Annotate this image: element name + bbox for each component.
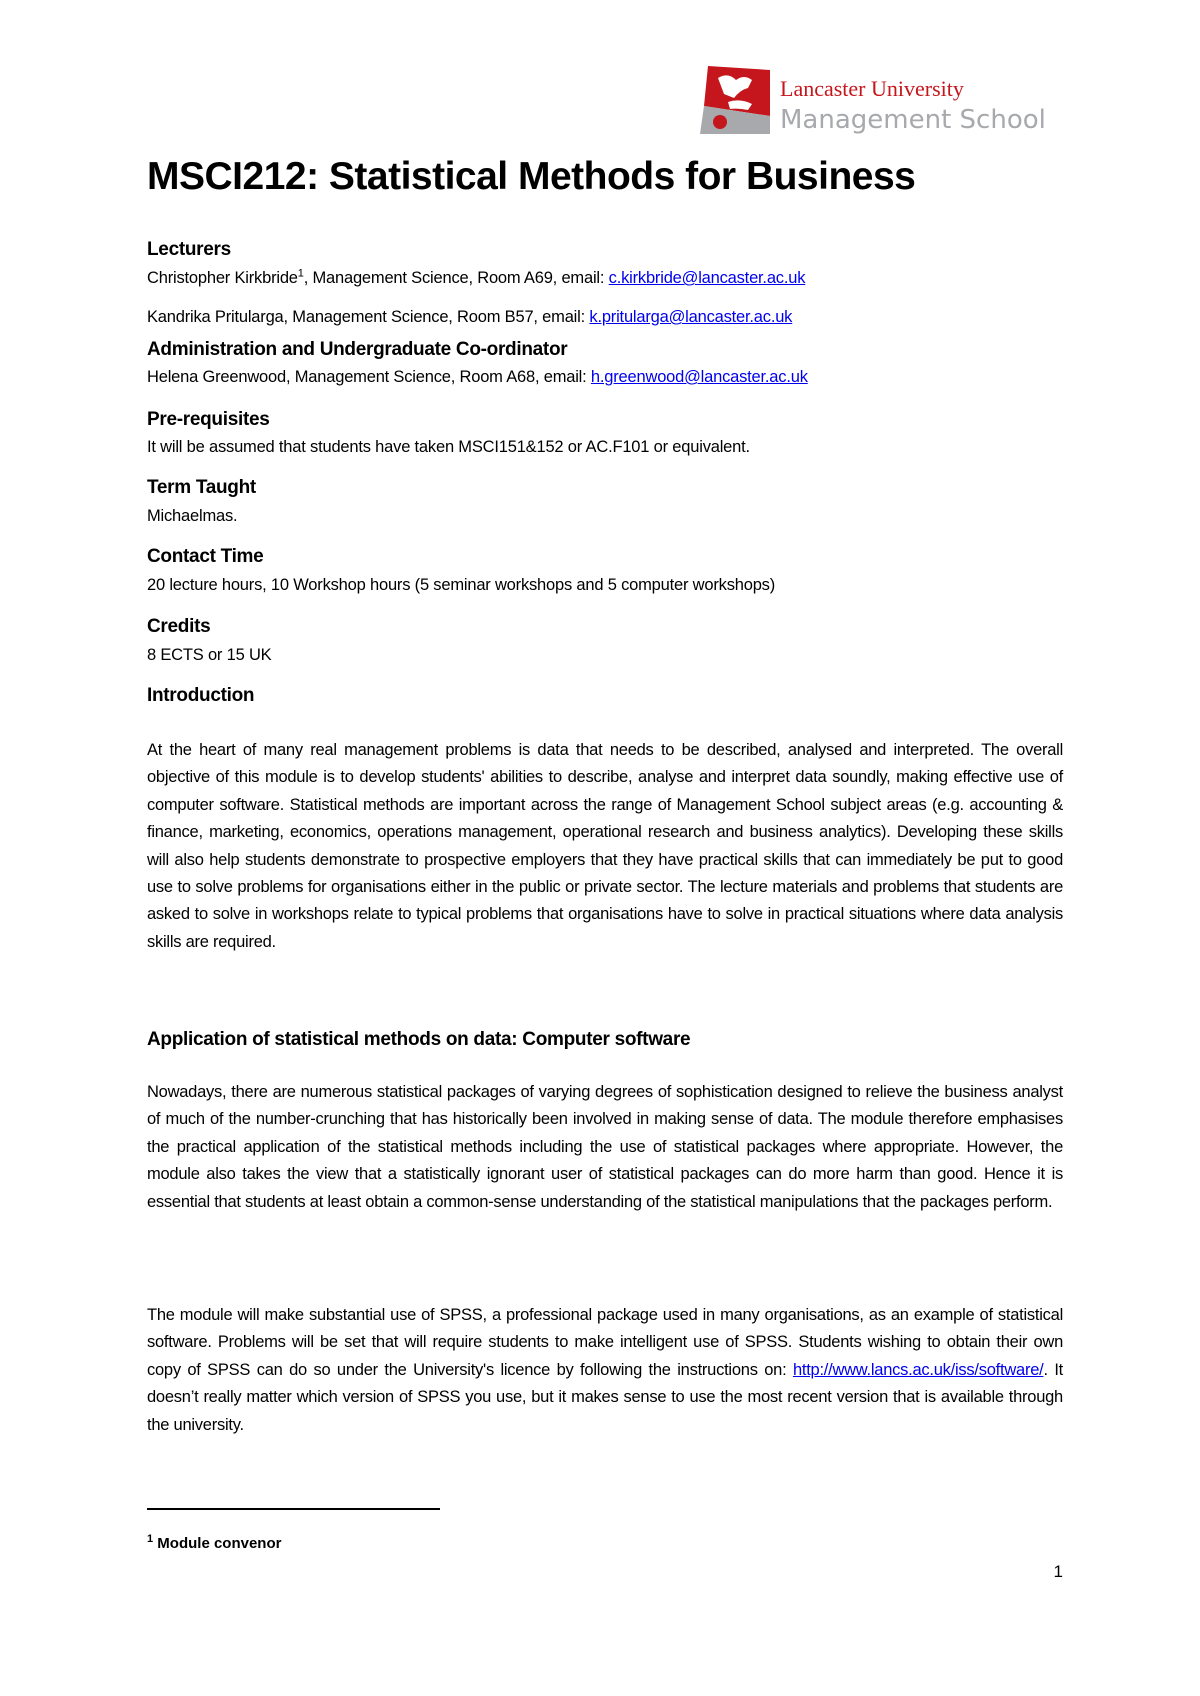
paragraph-text: . It doesn’t really matter which version of SPSS you use, but it makes sense to use the most recent version that is available through the university. [147, 1360, 1063, 1434]
credits-text: 8 ECTS or 15 UK [147, 646, 272, 664]
lecturer-pritularga [147, 304, 1063, 331]
footnote-mark: 1 [147, 1533, 154, 1545]
software-heading: Application of statistical methods on data: Computer software [147, 1029, 691, 1050]
paragraph-text: The module will make substantial use of SPSS, a professional package used in many organisations, as an example of statistical software. Problems will be set that will require students to make intelligent use of SPSS. Students wishing to obtain their own copy of SPSS can do so under the University's licence by following the instructions on: [147, 1306, 1063, 1379]
lecturer-kirkbride [147, 265, 1063, 292]
prereq-text: It will be assumed that students have taken MSCI151&152 or AC.F101 or equivalent. [147, 438, 750, 456]
lecturers-heading: Lecturers [147, 239, 231, 260]
admin-contact [147, 364, 1063, 391]
prereq-heading: Pre-requisites [147, 409, 270, 430]
footnote-separator [147, 1508, 440, 1510]
footnote-ref[interactable]: 1 [297, 267, 304, 280]
credits-heading: Credits [147, 616, 211, 637]
admin-details: Helena Greenwood, Management Science, Room A68, email: [147, 368, 591, 386]
software-paragraph-1: Nowadays, there are numerous statistical packages of varying degrees of sophistication designed to relieve the business analyst of much of the number-crunching that has historically been involved in making sense of data. The module therefore emphasises the practical application of the statistical methods including the use of statistical packages where appropriate. However, the module also takes the view that a statistically ignorant user of statistical packages can do more harm than good. Hence it is essential that students at least obtain a common-sense understanding of the statistical manipulations that the packages perform. [147, 1083, 1063, 1211]
lancaster-crest-icon [698, 66, 1068, 146]
email-link[interactable]: k.pritularga@lancaster.ac.uk [589, 308, 793, 326]
logo-line2: Management School [780, 105, 1046, 135]
lecturer-details: , Management Science, Room B57, email: [283, 308, 590, 326]
university-logo [698, 66, 1068, 146]
page-number: 1 [1053, 1562, 1063, 1581]
page-title: MSCI212: Statistical Methods for Business [147, 155, 916, 198]
footnote-text: Module convenor [153, 1535, 282, 1552]
software-link[interactable]: http://www.lancs.ac.uk/iss/software/ [792, 1360, 1044, 1379]
footnote [147, 1532, 1063, 1556]
logo-line1: Lancaster University [780, 76, 964, 101]
email-link[interactable]: c.kirkbride@lancaster.ac.uk [608, 269, 806, 287]
intro-paragraph: At the heart of many real management problems is data that needs to be described, analysed and interpreted. The overall objective of this module is to develop students' abilities to describe, analyse and interpret data soundly, making effective use of computer software. Statistical methods are important across the range of Management School subject areas (e.g. accounting & finance, marketing, economics, operations management, operational research and business analytics). Developing these skills will also help students demonstrate to prospective employers that they have practical skills that can immediately be put to good use to solve problems for organisations either in the public or private sector. The lecture materials and problems that students are asked to solve in workshops relate to typical problems that organisations have to solve in practical situations where data analysis skills are required. [147, 741, 1063, 951]
term-heading: Term Taught [147, 477, 256, 498]
intro-heading: Introduction [147, 685, 255, 706]
contact-heading: Contact Time [147, 546, 264, 567]
contact-text: 20 lecture hours, 10 Workshop hours (5 seminar workshops and 5 computer workshops) [147, 576, 776, 594]
software-paragraph-2 [147, 1302, 1063, 1439]
lecturer-name: Christopher Kirkbride [147, 269, 298, 287]
term-text: Michaelmas. [147, 507, 238, 525]
email-link[interactable]: h.greenwood@lancaster.ac.uk [590, 368, 808, 386]
lecturer-details: , Management Science, Room A69, email: [303, 269, 609, 287]
admin-heading: Administration and Undergraduate Co-ordinator [147, 339, 568, 360]
lecturer-name: Kandrika Pritularga [147, 308, 284, 326]
